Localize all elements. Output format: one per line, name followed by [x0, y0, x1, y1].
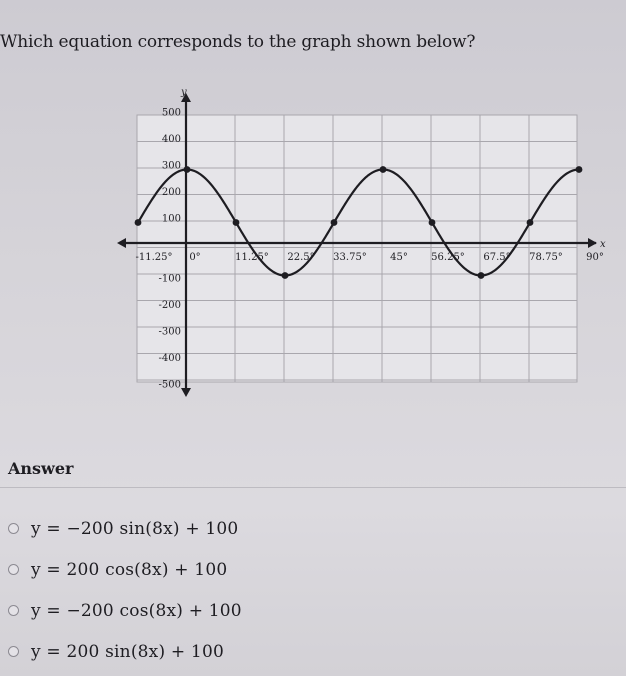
data-point	[576, 166, 583, 173]
y-tick-label: -200	[158, 300, 181, 311]
y-tick-label: 500	[161, 107, 181, 119]
answer-choices	[8, 508, 242, 672]
plot-area	[137, 115, 577, 382]
answer-divider	[0, 487, 626, 488]
x-tick-label: 33.75°	[333, 252, 367, 263]
data-point	[184, 166, 191, 173]
choice-1[interactable]	[8, 508, 242, 549]
y-tick-label: -400	[158, 353, 181, 364]
radio-button[interactable]	[8, 646, 19, 657]
radio-button[interactable]	[8, 605, 19, 616]
data-point	[527, 219, 534, 226]
data-point	[282, 272, 289, 279]
choice-2[interactable]	[8, 549, 242, 590]
x-axis-label: x	[600, 239, 606, 250]
radio-button[interactable]	[8, 523, 19, 534]
choice-4[interactable]	[8, 631, 242, 672]
data-point	[135, 219, 142, 226]
data-point	[331, 219, 338, 226]
x-tick-label: 11.25°	[235, 252, 269, 263]
x-tick-label: -11.25°	[135, 252, 173, 263]
y-axis-label: y	[181, 87, 187, 98]
data-point	[380, 166, 387, 173]
answer-label: Answer	[8, 459, 74, 478]
y-tick-label: -300	[158, 326, 181, 338]
y-tick-label: -500	[158, 379, 181, 391]
data-point	[478, 272, 485, 279]
question-text: Which equation corresponds to the graph shown below?	[0, 32, 476, 52]
y-axis-arrow-down	[181, 388, 191, 397]
x-tick-label: 0°	[189, 252, 201, 263]
y-tick-label: 400	[161, 134, 181, 145]
choice-label: y = 200 sin(8x) + 100	[31, 641, 224, 662]
choice-label: y = −200 sin(8x) + 100	[31, 518, 239, 539]
y-tick-label: 200	[161, 187, 181, 198]
x-axis-arrow-right	[588, 238, 597, 248]
x-tick-label: 90°	[586, 252, 604, 263]
x-tick-label: 78.75°	[529, 252, 563, 263]
data-point	[233, 219, 240, 226]
choice-label: y = 200 cos(8x) + 100	[31, 559, 228, 580]
data-point	[429, 219, 436, 226]
choice-label: y = −200 cos(8x) + 100	[31, 600, 242, 621]
x-axis-arrow-left	[117, 238, 126, 248]
choice-3[interactable]	[8, 590, 242, 631]
x-tick-label: 22.5°	[287, 252, 315, 263]
radio-button[interactable]	[8, 564, 19, 575]
x-tick-label: 45°	[390, 252, 408, 263]
x-tick-label: 56.25°	[431, 252, 465, 263]
y-tick-label: -100	[158, 273, 181, 285]
y-tick-label: 300	[161, 160, 181, 172]
x-tick-label: 67.5°	[483, 252, 511, 263]
y-tick-label: 100	[161, 213, 181, 225]
